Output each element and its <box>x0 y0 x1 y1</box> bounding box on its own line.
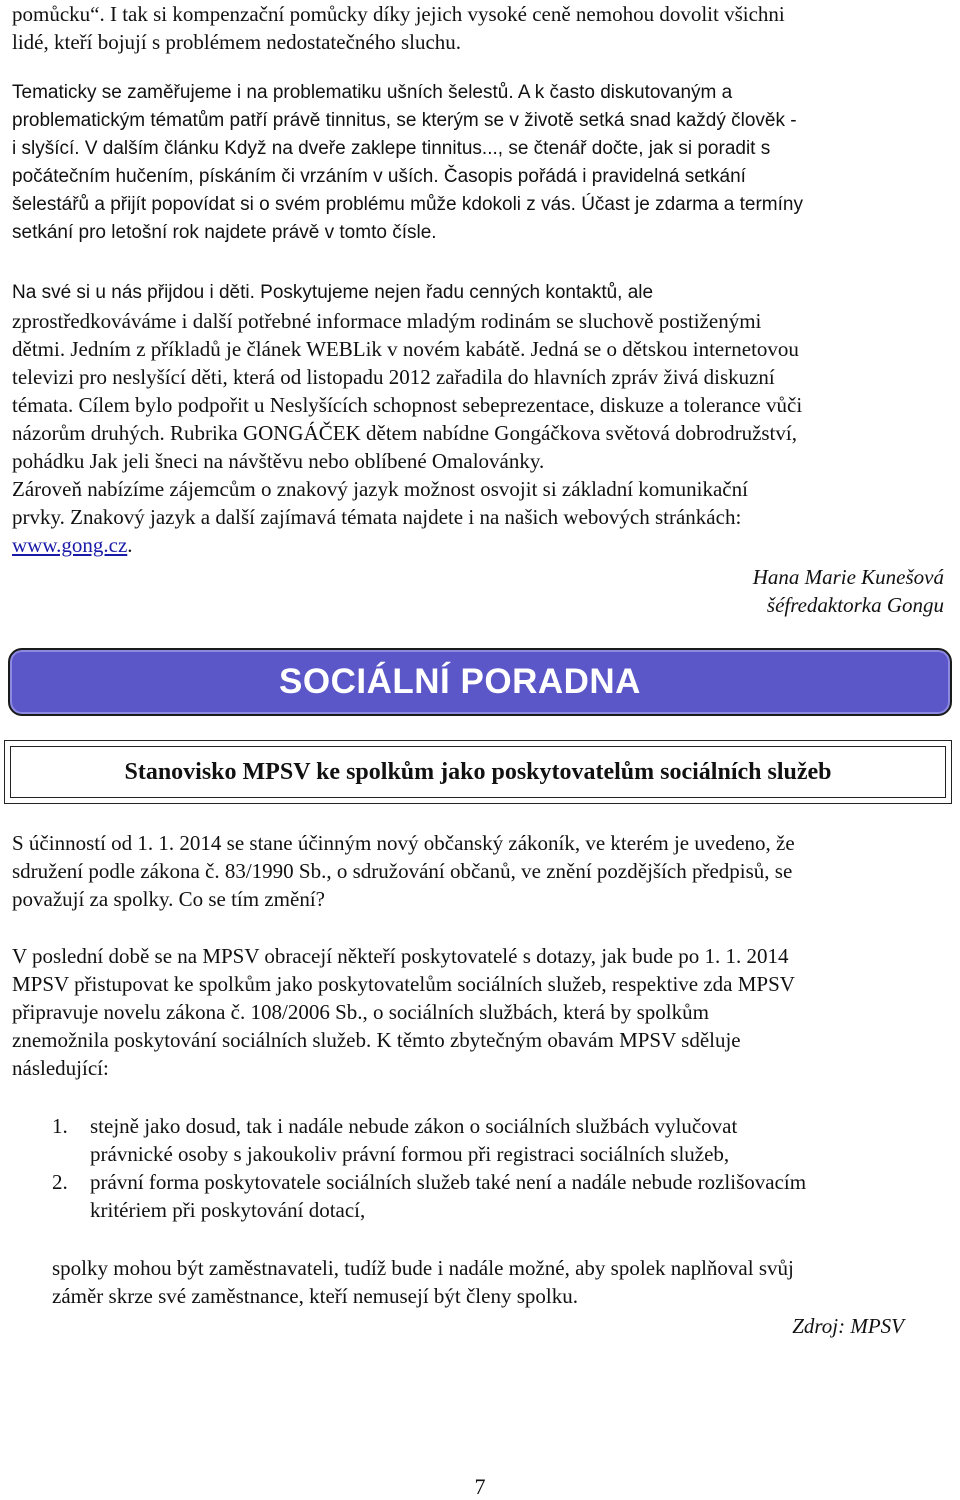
section-banner <box>8 648 952 716</box>
text-line: sdružení podle zákona č. 83/1990 Sb., o sdružování občanů, ve znění pozdějších předpisů, se <box>12 859 793 883</box>
article-paragraph-2 <box>12 942 795 1082</box>
section-banner-title: SOCIÁLNÍ PORADNA <box>279 662 641 701</box>
text-line: prvky. Znakový jazyk a další zajímavá témata najdete i na našich webových stránkách: <box>12 505 742 529</box>
text-line: lidé, kteří bojují s problémem nedostatečného sluchu. <box>12 30 462 54</box>
text-line: názorům druhých. Rubrika GONGÁČEK dětem nabídne Gongáčkova světová dobrodružství, <box>12 421 797 445</box>
text-line: televizi pro neslyšící děti, která od listopadu 2012 zařadila do hlavních zpráv živá diskuzní <box>12 365 775 389</box>
signature-name: Hana Marie Kunešová <box>752 565 944 589</box>
article-headline-box <box>4 740 952 804</box>
text-line: Zároveň nabízíme zájemcům o znakový jazyk možnost osvojit si základní komunikační <box>12 477 748 501</box>
text-line: dětmi. Jedním z příkladů je článek WEBLik v novém kabátě. Jedná se o dětskou internetovou <box>12 337 799 361</box>
text-line: znemožnila poskytování sociálních služeb. K těmto zbytečným obavám MPSV sděluje <box>12 1028 741 1052</box>
text-line: MPSV přistupovat ke spolkům jako poskytovatelům sociálních služeb, respektive zda MPSV <box>12 972 795 996</box>
text-line: V poslední době se na MPSV obracejí někteří poskytovatelé s dotazy, jak bude po 1. 1. 2014 <box>12 944 789 968</box>
text-line: spolky mohou být zaměstnavateli, tudíž bude i nadále možné, aby spolek naplňoval svůj <box>52 1256 794 1280</box>
text-line: kritériem při poskytování dotací, <box>90 1198 366 1222</box>
text-line: pohádku Jak jeli šneci na návštěvu nebo oblíbené Omalovánky. <box>12 449 545 473</box>
list-item <box>52 1112 806 1168</box>
text-line: setkání pro letošní rok najdete právě v tomto čísle. <box>12 222 437 243</box>
closing-paragraph <box>52 1254 794 1310</box>
intro-paragraph <box>12 0 785 56</box>
page-number: 7 <box>474 1474 486 1499</box>
text-line: počátečním hučením, pískáním či vrzáním v uších. Časopis pořádá i pravidelná setkání <box>12 166 746 187</box>
text-line <box>12 531 802 559</box>
children-paragraph <box>12 279 802 559</box>
text-line: pomůcku“. I tak si kompenzační pomůcky díky jejich vysoké ceně nemohou dovolit všichni <box>12 2 785 26</box>
text-line: Tematicky se zaměřujeme i na problematiku ušních šelestů. A k často diskutovaným a <box>12 82 733 103</box>
signature <box>753 563 944 619</box>
list-item-number: 1. <box>52 1114 68 1138</box>
text-line: šelestářů a přijít popovídat si o svém problému může kdokoli z vás. Účast je zdarma a termíny <box>12 194 803 215</box>
text-line: témata. Cílem bylo podpořit u Neslyšících schopnost sebeprezentace, diskuze a tolerance vůči <box>12 393 803 417</box>
text-line: i slyšící. V dalším článku Když na dveře zaklepe tinnitus..., se čtenář dočte, jak si poradit s <box>12 138 771 159</box>
text-line: S účinností od 1. 1. 2014 se stane účinným nový občanský zákoník, ve kterém je uvedeno, že <box>12 831 795 855</box>
list-item <box>52 1168 806 1224</box>
list-item-number: 2. <box>52 1170 68 1194</box>
text-line: problematickým tématům patří právě tinnitus, se kterým se v životě setká snad každý člověk - <box>12 110 797 131</box>
article-list <box>52 1112 806 1224</box>
text-line: právní forma poskytovatele sociálních služeb také není a nadále nebude rozlišovacím <box>90 1170 807 1194</box>
text-line: zprostředkováváme i další potřebné informace mladým rodinám se sluchově postiženými <box>12 309 762 333</box>
text-line: stejně jako dosud, tak i nadále nebude zákon o sociálních službách vylučovat <box>90 1114 738 1138</box>
article-source: Zdroj: MPSV <box>792 1314 904 1338</box>
text-line: považují za spolky. Co se tím změní? <box>12 887 325 911</box>
text-line: záměr skrze své zaměstnance, kteří nemusejí být členy spolku. <box>52 1284 578 1308</box>
tinnitus-paragraph <box>12 79 803 247</box>
signature-role: šéfredaktorka Gongu <box>766 593 944 617</box>
text-line: Na své si u nás přijdou i děti. Poskytujeme nejen řadu cenných kontaktů, ale <box>12 282 654 303</box>
text-line: následující: <box>12 1056 109 1080</box>
website-link[interactable]: www.gong.cz <box>12 533 128 557</box>
article-headline: Stanovisko MPSV ke spolkům jako poskytovatelům sociálních služeb <box>124 758 832 785</box>
article-paragraph-1 <box>12 829 795 913</box>
text-line: připravuje novelu zákona č. 108/2006 Sb., o sociálních službách, která by spolkům <box>12 1000 709 1024</box>
link-suffix: . <box>127 533 133 557</box>
text-line: právnické osoby s jakoukoliv právní formou při registraci sociálních služeb, <box>90 1142 730 1166</box>
